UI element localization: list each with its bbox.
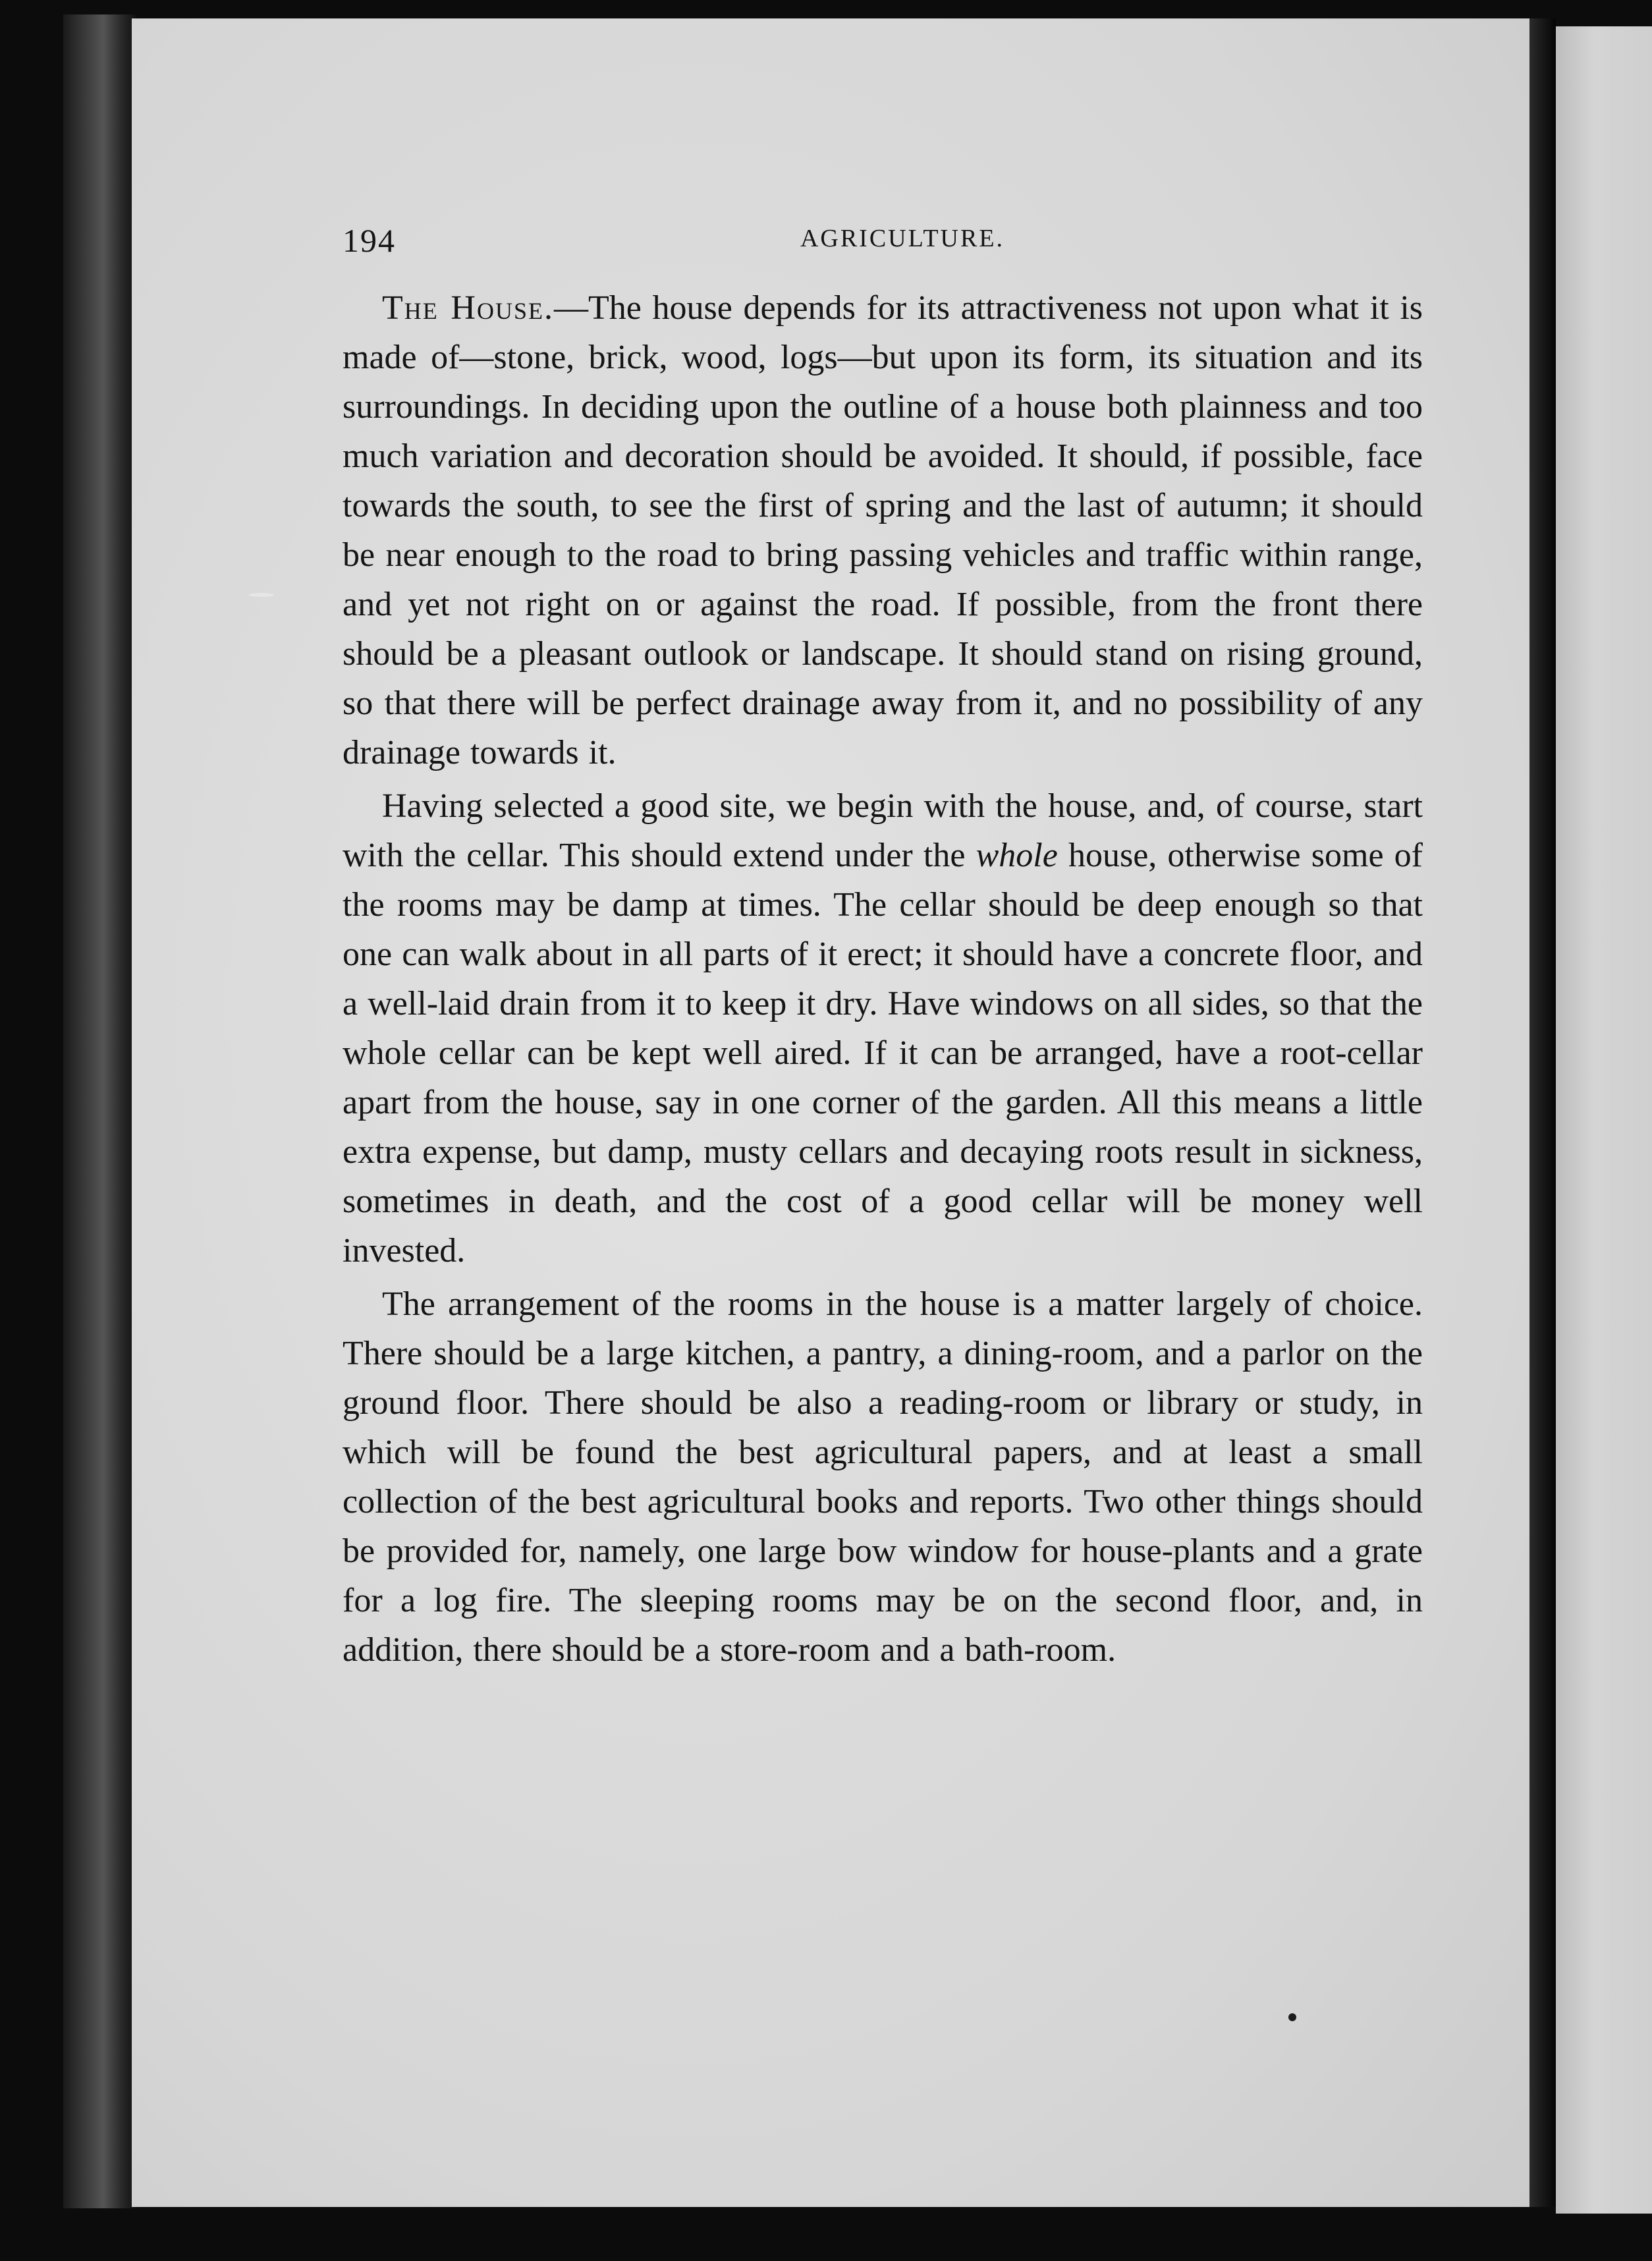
paragraph-text-part: house, otherwise some of the rooms may be damp at times. The cellar should be deep enough so that one can walk about in all parts of it erect; it should have a concrete floor, and a well-laid drain from it to keep it dry. Have windows on all sides, so that the whole cellar can be kept well aired. If it can be arranged, have a root-cellar apart from the house, say in one corner of the garden. All this means a little extra expense, but damp, musty cellars and decaying roots result in sickness, sometimes in death, and the cost of a good cellar will be money well invested. bbox=[343, 837, 1423, 1270]
page-number: 194 bbox=[343, 222, 396, 259]
paragraph-text: —The house depends for its attractiveness not upon what it is made of—stone, brick, wood, logs—but upon its form, its situation and its surroundings. In deciding upon the outline of a house both plainness and too much variation and decoration should be avoided. It should, if possible, face towards the south, to see the first of spring and the last of autumn; it should be near enough to the road to bring passing vehicles and traffic within range, and yet not right on or against the road. If possible, from the front there should be a pleasant outlook or landscape. It should stand on rising ground, so that there will be perfect drainage away from it, and no possibility of any drainage towards it. bbox=[343, 289, 1423, 771]
section-lead-in: The House. bbox=[382, 289, 554, 327]
paragraph-cellar bbox=[343, 781, 1423, 1275]
paragraph-rooms bbox=[343, 1279, 1423, 1675]
page-text-block bbox=[343, 198, 1423, 1675]
print-speck bbox=[1288, 2013, 1296, 2021]
italic-emphasis: whole bbox=[976, 837, 1058, 874]
paragraph-the-house bbox=[343, 283, 1423, 777]
paragraph-text-part: Having selected a good site, we begin with the house, and, of course, start with the cellar. This should extend under the bbox=[343, 787, 1423, 874]
facing-page-edge bbox=[1556, 26, 1652, 2214]
book-gutter-shadow bbox=[1529, 18, 1556, 2207]
paragraph-text: The arrangement of the rooms in the house is a matter largely of choice. There should be a large kitchen, a pantry, a dining-room, and a parlor on the ground floor. There should be also a reading-room or library or study, in which will be found the best agricultural papers, and at least a small collection of the best agricultural books and reports. Two other things should be provided for, namely, one large bow window for house-plants and a grate for a log fire. The sleeping rooms may be on the second floor, and, in addition, there should be a store-room and a bath-room. bbox=[343, 1285, 1423, 1669]
running-title: AGRICULTURE. bbox=[800, 225, 1005, 252]
running-head bbox=[343, 198, 1423, 283]
print-speck bbox=[249, 593, 274, 597]
book-page-edges bbox=[63, 14, 136, 2208]
